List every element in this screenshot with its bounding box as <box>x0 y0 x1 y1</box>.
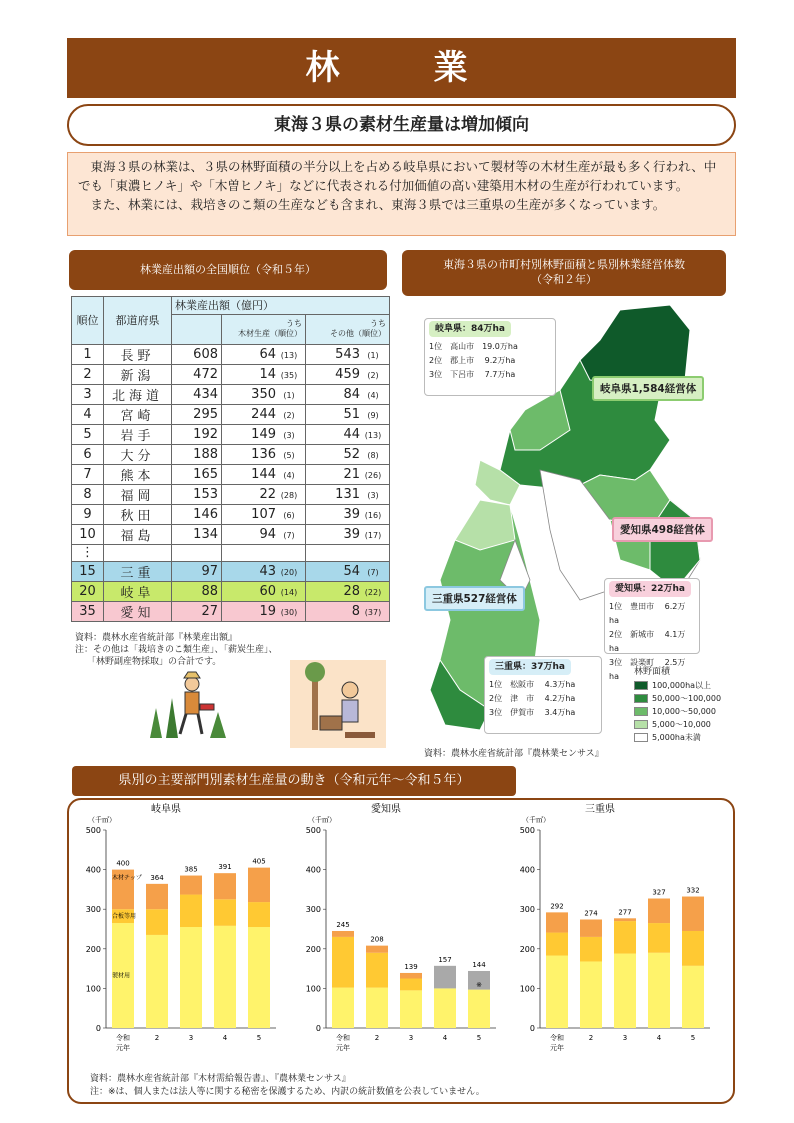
y-tick-label: 400 <box>305 865 321 875</box>
wood-cell-value: 244 <box>251 406 276 422</box>
chart-title: 愛知県 <box>371 804 401 815</box>
intro-paragraph-1: 東海３県の林業は、３県の林野面積の半分以上を占める岐阜県において製材等の木材生産が最も多く行われ、中でも「東濃ヒノキ」や「木曽ヒノキ」などに代表される付加価値の高い建築用木材の生産が行われています。 <box>78 159 717 193</box>
header-pref: 都道府県 <box>104 297 172 345</box>
other-cell-value: 21 <box>343 466 360 482</box>
header-wood: うち 木材生産（順位） <box>222 314 306 344</box>
other-cell-rank: (17) <box>364 530 382 540</box>
chart-unit: （千㎥） <box>88 816 116 824</box>
x-tick-label: 元年 <box>116 1044 130 1052</box>
x-tick-label: 3 <box>622 1034 628 1042</box>
other-cell <box>306 464 390 484</box>
charts-source: 資料：農林水産省統計部『木材需給報告書』、『農林業センサス』 <box>90 1074 351 1084</box>
wood-cell-rank: (28) <box>280 490 298 500</box>
other-cell-rank: (1) <box>367 350 379 360</box>
wood-cell-rank: (3) <box>283 430 295 440</box>
wood-cell-rank: (35) <box>280 370 298 380</box>
bar-segment <box>546 912 568 932</box>
bar-segment <box>580 937 602 962</box>
bar-segment <box>180 927 202 1028</box>
y-tick-label: 300 <box>305 905 321 915</box>
wood-cell <box>222 424 306 444</box>
aichi-entity-tag: 愛知県498経営体 <box>612 517 713 542</box>
legend-item <box>634 732 724 743</box>
bar-segment <box>332 937 354 988</box>
wood-cell <box>222 582 306 602</box>
other-cell-rank: (22) <box>364 588 382 597</box>
pref-cell: 岐阜 <box>104 582 172 602</box>
bar-segment <box>214 926 236 1028</box>
wood-cell-value: 19 <box>259 604 276 619</box>
table-row <box>72 504 390 524</box>
gifu-rank-3: 3位 下呂市 7.7万ha <box>429 370 516 379</box>
chart-title: 三重県 <box>585 804 615 815</box>
rank-cell: 10 <box>72 524 104 544</box>
bar-segment <box>248 927 270 1028</box>
x-tick-label: 4 <box>656 1034 662 1042</box>
bar-segment <box>146 909 168 935</box>
legend-item <box>634 719 724 730</box>
table-row-gifu <box>72 582 390 602</box>
wood-cell-rank: (4) <box>283 470 295 480</box>
legend-label: 100,000ha以上 <box>652 681 712 690</box>
other-cell-value: 44 <box>343 426 360 442</box>
rank-cell: 15 <box>72 562 104 582</box>
y-tick-label: 100 <box>305 984 321 994</box>
bar-segment <box>614 954 636 1028</box>
pref-cell: 新潟 <box>104 364 172 384</box>
wood-cell-rank: (5) <box>283 450 295 460</box>
x-tick-label: 2 <box>154 1034 160 1042</box>
bar-segment <box>180 895 202 927</box>
other-cell-value: 51 <box>343 406 360 422</box>
bar-total-label: 292 <box>550 902 564 911</box>
other-cell <box>306 524 390 544</box>
x-tick-label: 5 <box>476 1034 482 1042</box>
page-subtitle: 東海３県の素材生産量は増加傾向 <box>67 104 736 146</box>
wood-cell <box>222 364 306 384</box>
other-cell-rank: (3) <box>367 490 379 500</box>
other-cell <box>306 582 390 602</box>
bar-total-label: 245 <box>336 920 350 929</box>
map-source: 資料：農林水産省統計部『農林業センサス』 <box>424 749 604 759</box>
map-title-line2: （令和２年） <box>531 273 597 286</box>
wood-cell-rank: (30) <box>280 608 298 617</box>
other-cell <box>306 602 390 622</box>
table-row <box>72 464 390 484</box>
bar-segment <box>546 956 568 1028</box>
other-cell-rank: (8) <box>367 450 379 460</box>
header-other: うち その他（順位） <box>306 314 390 344</box>
wood-cell <box>222 602 306 622</box>
other-cell-rank: (13) <box>364 430 382 440</box>
gifu-entity-tag: 岐阜県1,584経営体 <box>592 376 704 401</box>
bar-total-label: 364 <box>150 873 164 882</box>
rank-cell: 35 <box>72 602 104 622</box>
x-tick-label: 2 <box>588 1034 594 1042</box>
total-cell: 295 <box>172 404 222 424</box>
chart-unit: （千㎥） <box>308 816 336 824</box>
bar-segment <box>434 988 456 1028</box>
x-tick-label: 3 <box>408 1034 414 1042</box>
series-label: 木材チップ <box>112 874 142 882</box>
ranking-note-1: 注：その他は「栽培きのこ類生産」、「薪炭生産」、 <box>75 645 278 655</box>
page-title: 林 業 <box>67 38 736 98</box>
total-cell: 165 <box>172 464 222 484</box>
gifu-rank-2: 2位 郡上市 9.2万ha <box>429 356 516 365</box>
bar-segment <box>214 873 236 899</box>
ranking-source: 資料：農林水産省統計部『林業産出額』 <box>75 633 238 643</box>
y-tick-label: 0 <box>95 1024 101 1033</box>
legend-item <box>634 680 724 691</box>
wood-cell-value: 43 <box>259 564 276 579</box>
logger-illustration <box>140 668 236 740</box>
other-cell-rank: (9) <box>367 410 379 420</box>
wood-cell-value: 22 <box>259 486 276 502</box>
total-cell: 472 <box>172 364 222 384</box>
bar-segment <box>146 935 168 1028</box>
legend-item <box>634 693 724 704</box>
table-row <box>72 524 390 544</box>
bar-segment <box>648 923 670 953</box>
total-cell: 188 <box>172 444 222 464</box>
wood-cell-rank: (20) <box>280 568 298 577</box>
legend-swatch <box>634 694 648 703</box>
other-cell-value: 8 <box>351 604 360 619</box>
pref-cell: 長野 <box>104 344 172 364</box>
wood-cell <box>222 464 306 484</box>
total-cell: 192 <box>172 424 222 444</box>
other-cell <box>306 424 390 444</box>
x-tick-label: 5 <box>690 1034 696 1042</box>
other-cell-rank: (7) <box>367 568 379 577</box>
other-cell-value: 52 <box>343 446 360 462</box>
bar-segment <box>648 899 670 924</box>
wood-cell-value: 149 <box>251 426 276 442</box>
other-cell-value: 39 <box>343 506 360 522</box>
bar-segment <box>146 884 168 909</box>
other-cell-rank: (26) <box>364 470 382 480</box>
map-legend <box>634 664 724 745</box>
total-cell: 434 <box>172 384 222 404</box>
y-tick-label: 200 <box>519 944 535 954</box>
bar-segment <box>648 953 670 1028</box>
table-row <box>72 424 390 444</box>
wood-cell-rank: (13) <box>280 350 298 360</box>
pref-cell: 宮崎 <box>104 404 172 424</box>
bar-segment <box>580 919 602 936</box>
pref-cell: 福岡 <box>104 484 172 504</box>
x-tick-label: 令和 <box>116 1034 130 1042</box>
y-tick-label: 200 <box>305 944 321 954</box>
pref-cell: 岩手 <box>104 424 172 444</box>
wood-cell-value: 107 <box>251 506 276 522</box>
bar-total-label: 385 <box>184 865 198 874</box>
other-cell-value: 131 <box>335 486 360 502</box>
rank-cell: 4 <box>72 404 104 424</box>
bar-total-label: 277 <box>618 908 632 917</box>
wood-cell <box>222 562 306 582</box>
bar-segment <box>366 953 388 988</box>
rank-cell: 7 <box>72 464 104 484</box>
bar-total-label: 327 <box>652 888 666 897</box>
chart-unit: （千㎥） <box>522 816 550 824</box>
bar-segment <box>366 946 388 953</box>
other-cell-rank: (37) <box>364 608 382 617</box>
mie-rank-1: 1位 松阪市 4.3万ha <box>489 680 576 689</box>
total-cell: 146 <box>172 504 222 524</box>
bar-total-label: 332 <box>686 886 700 895</box>
total-cell: 134 <box>172 524 222 544</box>
wood-cell-value: 94 <box>259 526 276 542</box>
wood-cell-value: 60 <box>259 584 276 599</box>
bar-segment <box>400 979 422 991</box>
bar-segment <box>332 931 354 937</box>
y-tick-label: 400 <box>85 865 101 875</box>
gifu-rank-1: 1位 高山市 19.0万ha <box>429 342 518 351</box>
legend-label: 5,000ha未満 <box>652 733 701 742</box>
total-cell: 97 <box>172 562 222 582</box>
other-cell <box>306 562 390 582</box>
bar-segment <box>580 961 602 1028</box>
y-tick-label: 100 <box>519 984 535 994</box>
bar-total-label: 208 <box>370 935 384 944</box>
bar-segment <box>468 990 490 1028</box>
x-tick-label: 令和 <box>336 1034 350 1042</box>
total-cell: 153 <box>172 484 222 504</box>
bar-segment <box>366 988 388 1028</box>
pref-cell: 大分 <box>104 444 172 464</box>
intro-box <box>67 152 736 236</box>
other-cell-value: 28 <box>343 584 360 599</box>
y-tick-label: 500 <box>305 826 321 835</box>
other-cell-rank: (4) <box>367 390 379 400</box>
x-tick-label: 元年 <box>550 1044 564 1052</box>
other-cell <box>306 404 390 424</box>
wood-cell <box>222 384 306 404</box>
other-cell <box>306 504 390 524</box>
legend-label: 10,000～50,000 <box>652 707 716 716</box>
y-tick-label: 500 <box>519 826 535 835</box>
rank-cell: 3 <box>72 384 104 404</box>
other-cell <box>306 444 390 464</box>
charts-note: 注：※は、個人または法人等に関する秘密を保護するため、内訳の統計数値を公表していません。 <box>90 1087 485 1097</box>
bar-segment <box>546 933 568 956</box>
bar-segment <box>400 990 422 1028</box>
wood-cell-value: 144 <box>251 466 276 482</box>
bar-segment <box>248 868 270 902</box>
x-tick-label: 2 <box>374 1034 380 1042</box>
wood-cell-rank: (1) <box>283 390 295 400</box>
aichi-callout-head: 愛知県：22万ha <box>609 581 691 597</box>
wood-cell <box>222 524 306 544</box>
gifu-callout-head: 岐阜県：84万ha <box>429 321 511 337</box>
bar-segment <box>614 921 636 953</box>
bar-segment <box>682 931 704 966</box>
intro-paragraph-2: また、林業には、栽培きのこ類の生産なども含まれ、東海３県では三重県の生産が多くなっています。 <box>90 197 666 212</box>
legend-item <box>634 706 724 717</box>
mie-rank-2: 2位 津 市 4.2万ha <box>489 694 576 703</box>
rank-cell: 9 <box>72 504 104 524</box>
bar-total-label: 400 <box>116 859 130 868</box>
x-tick-label: 4 <box>222 1034 228 1042</box>
x-tick-label: 5 <box>256 1034 262 1042</box>
bar-segment <box>682 897 704 931</box>
bar-segment <box>614 918 636 921</box>
rank-cell: 2 <box>72 364 104 384</box>
map-title <box>402 250 726 296</box>
total-cell: 27 <box>172 602 222 622</box>
mie-entity-tag: 三重県527経営体 <box>424 586 525 611</box>
table-row-aichi <box>72 602 390 622</box>
bar-segment <box>248 902 270 927</box>
x-tick-label: 元年 <box>336 1044 350 1052</box>
wood-cell <box>222 444 306 464</box>
charts-title: 県別の主要部門別素材生産量の動き（令和元年～令和５年） <box>72 766 516 796</box>
wood-cell <box>222 404 306 424</box>
rank-cell: 8 <box>72 484 104 504</box>
ellipsis-row <box>72 544 390 562</box>
wood-cell-rank: (6) <box>283 510 295 520</box>
pref-cell: 福島 <box>104 524 172 544</box>
map-title-line1: 東海３県の市町村別林野面積と県別林業経営体数 <box>443 258 685 271</box>
other-cell-value: 39 <box>343 526 360 542</box>
legend-swatch <box>634 733 648 742</box>
wood-cell-value: 14 <box>259 366 276 382</box>
aichi-rank-3: 3位 設楽町 2.5万ha <box>609 658 686 681</box>
x-tick-label: 4 <box>442 1034 448 1042</box>
mie-rank-3: 3位 伊賀市 3.4万ha <box>489 708 576 717</box>
header-rank: 順位 <box>72 297 104 345</box>
table-row <box>72 404 390 424</box>
pref-cell: 三重 <box>104 562 172 582</box>
x-tick-label: 3 <box>188 1034 194 1042</box>
bar-total-label: 157 <box>438 955 452 964</box>
aichi-rank-1: 1位 豊田市 6.2万ha <box>609 602 686 625</box>
legend-label: 50,000～100,000 <box>652 694 722 703</box>
legend-title: 林野面積 <box>634 667 671 677</box>
wood-cell-rank: (14) <box>280 588 298 597</box>
production-charts <box>70 800 732 1070</box>
other-cell <box>306 364 390 384</box>
legend-swatch <box>634 681 648 690</box>
other-cell-value: 459 <box>335 366 360 382</box>
y-tick-label: 200 <box>85 944 101 954</box>
table-row-mie <box>72 562 390 582</box>
series-label: 製材用 <box>112 972 131 980</box>
y-tick-label: 300 <box>519 905 535 915</box>
pref-cell: 熊本 <box>104 464 172 484</box>
y-tick-label: 500 <box>85 826 101 835</box>
wood-cell <box>222 344 306 364</box>
bar-total-label: 391 <box>218 863 232 872</box>
other-cell-value: 54 <box>343 564 360 579</box>
table-row <box>72 444 390 464</box>
ranking-table <box>71 296 390 622</box>
table-row <box>72 484 390 504</box>
wood-cell-value: 350 <box>251 386 276 402</box>
other-cell <box>306 384 390 404</box>
mie-callout-head: 三重県：37万ha <box>489 659 571 675</box>
ellipsis-cell: ⋮ <box>72 544 104 562</box>
bar-total-label: 144 <box>472 960 486 969</box>
header-total: 林業産出額（億円） <box>172 297 390 315</box>
wood-cell <box>222 504 306 524</box>
legend-swatch <box>634 720 648 729</box>
rank-cell: 20 <box>72 582 104 602</box>
y-tick-label: 100 <box>85 984 101 994</box>
rank-cell: 5 <box>72 424 104 444</box>
bar-total-label: 405 <box>252 857 266 866</box>
wood-cell-value: 136 <box>251 446 276 462</box>
y-tick-label: 0 <box>315 1024 321 1033</box>
rank-cell: 6 <box>72 444 104 464</box>
y-tick-label: 0 <box>529 1024 535 1033</box>
legend-label: 5,000～10,000 <box>652 720 711 729</box>
ranking-title: 林業産出額の全国順位（令和５年） <box>69 250 387 290</box>
table-row <box>72 344 390 364</box>
wood-cell-rank: (7) <box>283 530 295 540</box>
bar-segment <box>180 876 202 895</box>
gifu-callout <box>424 318 556 396</box>
other-cell-value: 84 <box>343 386 360 402</box>
bar-segment <box>214 899 236 926</box>
mushroom-illustration <box>290 660 386 748</box>
wood-cell <box>222 484 306 504</box>
wood-cell-value: 64 <box>259 346 276 362</box>
other-cell <box>306 484 390 504</box>
bar-segment <box>332 988 354 1028</box>
table-row <box>72 384 390 404</box>
aichi-rank-2: 2位 新城市 4.1万ha <box>609 630 686 653</box>
bar-total-label: 274 <box>584 909 598 918</box>
pref-cell: 愛知 <box>104 602 172 622</box>
x-tick-label: 令和 <box>550 1034 564 1042</box>
mie-callout <box>484 656 602 734</box>
table-row <box>72 364 390 384</box>
bar-segment <box>400 973 422 979</box>
bar-segment <box>682 966 704 1028</box>
other-cell-rank: (2) <box>367 370 379 380</box>
legend-swatch <box>634 707 648 716</box>
other-cell <box>306 344 390 364</box>
wood-cell-rank: (2) <box>283 410 295 420</box>
pref-cell: 秋田 <box>104 504 172 524</box>
pref-cell: 北海道 <box>104 384 172 404</box>
bar-total-label: 139 <box>404 962 418 971</box>
total-cell: 608 <box>172 344 222 364</box>
confidential-mark: ※ <box>476 980 482 989</box>
ranking-note-2: 「林野副産物採取」の合計です。 <box>87 657 222 667</box>
chart-title: 岐阜県 <box>151 804 181 815</box>
rank-cell: 1 <box>72 344 104 364</box>
other-cell-rank: (16) <box>364 510 382 520</box>
other-cell-value: 543 <box>335 346 360 362</box>
total-cell: 88 <box>172 582 222 602</box>
y-tick-label: 300 <box>85 905 101 915</box>
bar-segment <box>434 966 456 989</box>
series-label: 合板等用 <box>112 913 137 921</box>
y-tick-label: 400 <box>519 865 535 875</box>
